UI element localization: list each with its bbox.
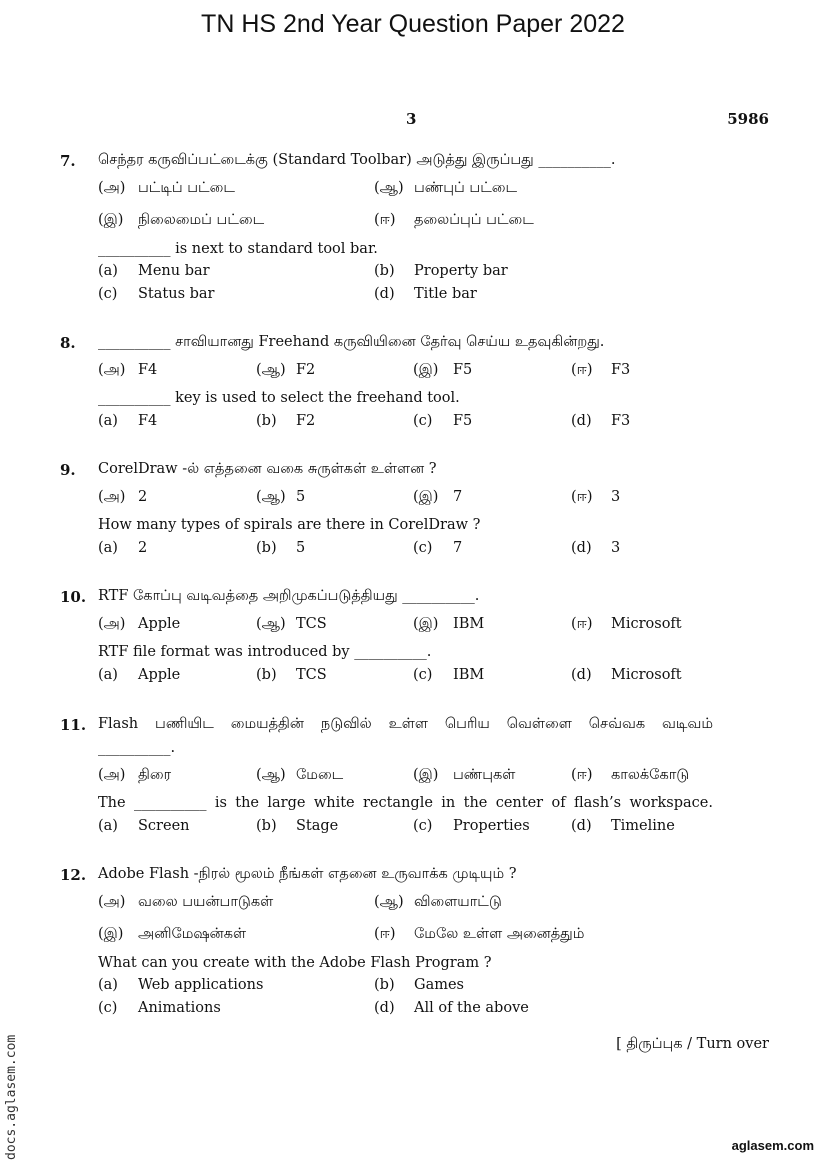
- option-ta-3: [413, 489, 462, 507]
- option-text: மேடை: [296, 767, 344, 783]
- question-text-tamil: Flash பணியிட மையத்தின் நடுவில் உள்ள பெரிய வெள்ளை செவ்வக வடிவம்: [98, 716, 713, 732]
- option-marker: (c): [98, 286, 118, 302]
- option-marker: (d): [571, 540, 592, 556]
- question-text-tamil-continued: __________.: [98, 740, 176, 756]
- option-marker: (ஆ): [374, 894, 404, 910]
- option-text: மேலே உள்ள அனைத்தும்: [414, 926, 585, 942]
- option-marker: (b): [256, 540, 277, 556]
- option-marker: (அ): [98, 180, 126, 196]
- option-marker: (ஈ): [374, 926, 396, 942]
- question-text-english: How many types of spirals are there in CorelDraw ?: [98, 517, 481, 533]
- question-number: 9.: [60, 461, 76, 479]
- option-text: F2: [296, 362, 316, 378]
- option-ta-2: [256, 767, 343, 785]
- option-text: திரை: [138, 767, 172, 783]
- option-en-a: [98, 977, 263, 993]
- paper-code: 5986: [727, 110, 769, 128]
- option-text: Properties: [453, 818, 530, 834]
- option-marker: (c): [413, 413, 433, 429]
- option-ta-3: [413, 362, 472, 380]
- option-marker: (ஈ): [571, 362, 593, 378]
- option-ta-4: [374, 926, 584, 944]
- option-text: F5: [453, 362, 473, 378]
- question-text-english: __________ is next to standard tool bar.: [98, 241, 378, 257]
- turn-over-note: [ திருப்புக / Turn over: [616, 1036, 769, 1052]
- option-en-b: [256, 667, 327, 683]
- brand-footer: aglasem.com: [731, 1138, 814, 1153]
- option-text: Apple: [138, 616, 181, 632]
- question-text-english: __________ key is used to select the freehand tool.: [98, 390, 460, 406]
- question-text-english: The __________ is the large white rectangle in the center of flash’s workspace.: [98, 795, 713, 811]
- side-watermark: docs.aglasem.com: [4, 1034, 19, 1160]
- option-marker: (ஈ): [571, 616, 593, 632]
- option-text: Menu bar: [138, 263, 210, 279]
- option-marker: (c): [413, 540, 433, 556]
- option-text: Microsoft: [611, 616, 682, 632]
- option-marker: (b): [256, 667, 277, 683]
- option-ta-1: [98, 894, 273, 912]
- option-en-b: [256, 540, 305, 556]
- question-number: 12.: [60, 866, 87, 884]
- option-marker: (ஆ): [256, 616, 286, 632]
- option-marker: (d): [571, 818, 592, 834]
- page-number: 3: [406, 110, 417, 128]
- page-title: TN HS 2nd Year Question Paper 2022: [201, 10, 625, 38]
- option-ta-3: [413, 767, 515, 785]
- option-text: Screen: [138, 818, 190, 834]
- option-text: F4: [138, 413, 158, 429]
- option-marker: (அ): [98, 362, 126, 378]
- option-text: தலைப்புப் பட்டை: [414, 212, 534, 228]
- option-en-b: [374, 977, 464, 993]
- option-text: Status bar: [138, 286, 215, 302]
- option-marker: (b): [256, 413, 277, 429]
- option-ta-1: [98, 180, 235, 198]
- option-en-a: [98, 263, 210, 279]
- option-en-d: [571, 413, 630, 429]
- option-marker: (இ): [98, 926, 124, 942]
- option-ta-1: [98, 362, 157, 380]
- question-number: 10.: [60, 588, 87, 606]
- option-text: நிலைமைப் பட்டை: [138, 212, 265, 228]
- option-marker: (அ): [98, 616, 126, 632]
- option-marker: (ஈ): [374, 212, 396, 228]
- option-ta-2: [256, 362, 315, 380]
- option-marker: (இ): [413, 767, 439, 783]
- question-text-tamil: __________ சாவியானது Freehand கருவியினை தேர்வு செய்ய உதவுகின்றது.: [98, 334, 605, 350]
- option-text: 5: [296, 540, 306, 556]
- option-en-b: [256, 818, 338, 834]
- option-text: பண்புப் பட்டை: [414, 180, 518, 196]
- option-ta-4: [571, 616, 682, 634]
- option-marker: (c): [413, 667, 433, 683]
- option-ta-2: [256, 489, 305, 507]
- option-text: Timeline: [611, 818, 675, 834]
- option-text: பட்டிப் பட்டை: [138, 180, 235, 196]
- option-text: Web applications: [138, 977, 264, 993]
- option-text: 3: [611, 540, 621, 556]
- option-marker: (a): [98, 818, 118, 834]
- option-en-d: [374, 1000, 529, 1016]
- option-text: 7: [453, 489, 463, 505]
- question-text-english: RTF file format was introduced by __________.: [98, 644, 432, 660]
- option-marker: (அ): [98, 767, 126, 783]
- option-text: Games: [414, 977, 464, 993]
- option-marker: (d): [571, 413, 592, 429]
- option-text: Title bar: [414, 286, 477, 302]
- option-en-b: [256, 413, 315, 429]
- option-marker: (c): [98, 1000, 118, 1016]
- question-text-tamil: Adobe Flash -நிரல் மூலம் நீங்கள் எதனை உருவாக்க முடியும் ?: [98, 866, 517, 882]
- question-text-tamil: RTF கோப்பு வடிவத்தை அறிமுகப்படுத்தியது __________.: [98, 588, 480, 604]
- option-text: IBM: [453, 667, 485, 683]
- option-text: Animations: [138, 1000, 221, 1016]
- option-ta-4: [571, 489, 620, 507]
- option-marker: (இ): [413, 616, 439, 632]
- option-marker: (ஈ): [571, 767, 593, 783]
- option-marker: (ஆ): [256, 489, 286, 505]
- option-text: Apple: [138, 667, 181, 683]
- option-marker: (இ): [413, 362, 439, 378]
- option-marker: (அ): [98, 489, 126, 505]
- option-marker: (இ): [413, 489, 439, 505]
- option-marker: (a): [98, 413, 118, 429]
- option-en-d: [571, 818, 675, 834]
- option-marker: (d): [571, 667, 592, 683]
- option-text: 7: [453, 540, 463, 556]
- option-marker: (d): [374, 286, 395, 302]
- option-text: அனிமேஷன்கள்: [138, 926, 247, 942]
- option-text: 3: [611, 489, 621, 505]
- option-en-a: [98, 413, 157, 429]
- option-text: 2: [138, 540, 148, 556]
- option-ta-2: [374, 180, 517, 198]
- option-ta-1: [98, 489, 147, 507]
- option-marker: (a): [98, 977, 118, 993]
- option-ta-3: [98, 926, 246, 944]
- option-text: 5: [296, 489, 306, 505]
- option-ta-2: [256, 616, 327, 634]
- option-en-c: [98, 286, 214, 302]
- option-en-c: [413, 667, 484, 683]
- option-en-c: [413, 413, 472, 429]
- option-ta-1: [98, 616, 180, 634]
- option-marker: (ஆ): [374, 180, 404, 196]
- option-marker: (அ): [98, 894, 126, 910]
- option-marker: (d): [374, 1000, 395, 1016]
- question-text-tamil: CorelDraw -ல் எத்தனை வகை சுருள்கள் உள்ளன ?: [98, 461, 437, 477]
- option-ta-3: [413, 616, 484, 634]
- option-text: Property bar: [414, 263, 508, 279]
- option-marker: (a): [98, 667, 118, 683]
- question-number: 8.: [60, 334, 76, 352]
- option-text: TCS: [296, 616, 327, 632]
- question-text-english: What can you create with the Adobe Flash Program ?: [98, 955, 492, 971]
- option-text: 2: [138, 489, 148, 505]
- option-text: F3: [611, 362, 631, 378]
- option-marker: (ஆ): [256, 767, 286, 783]
- option-text: F3: [611, 413, 631, 429]
- question-text-tamil: செந்தர கருவிப்பட்டைக்கு (Standard Toolbar) அடுத்து இருப்பது __________.: [98, 152, 616, 168]
- option-text: Stage: [296, 818, 339, 834]
- option-en-b: [374, 263, 508, 279]
- option-ta-1: [98, 767, 171, 785]
- option-text: TCS: [296, 667, 327, 683]
- option-text: பண்புகள்: [453, 767, 516, 783]
- option-text: All of the above: [414, 1000, 529, 1016]
- question-number: 7.: [60, 152, 76, 170]
- option-text: F5: [453, 413, 473, 429]
- option-marker: (ஈ): [571, 489, 593, 505]
- option-text: IBM: [453, 616, 485, 632]
- question-number: 11.: [60, 716, 87, 734]
- option-en-d: [571, 667, 682, 683]
- option-ta-3: [98, 212, 264, 230]
- option-marker: (a): [98, 540, 118, 556]
- option-en-d: [571, 540, 620, 556]
- option-marker: (ஆ): [256, 362, 286, 378]
- option-en-c: [413, 818, 530, 834]
- option-en-a: [98, 540, 147, 556]
- option-en-d: [374, 286, 477, 302]
- option-text: F2: [296, 413, 316, 429]
- option-en-c: [98, 1000, 221, 1016]
- option-en-a: [98, 818, 190, 834]
- option-ta-4: [571, 362, 630, 380]
- option-ta-2: [374, 894, 502, 912]
- option-marker: (a): [98, 263, 118, 279]
- option-marker: (c): [413, 818, 433, 834]
- option-text: Microsoft: [611, 667, 682, 683]
- option-ta-4: [374, 212, 534, 230]
- option-text: F4: [138, 362, 158, 378]
- option-text: காலக்கோடு: [611, 767, 690, 783]
- option-text: விளையாட்டு: [414, 894, 502, 910]
- option-marker: (b): [256, 818, 277, 834]
- option-en-c: [413, 540, 462, 556]
- option-marker: (இ): [98, 212, 124, 228]
- option-en-a: [98, 667, 180, 683]
- option-text: வலை பயன்பாடுகள்: [138, 894, 274, 910]
- option-marker: (b): [374, 263, 395, 279]
- option-ta-4: [571, 767, 689, 785]
- option-marker: (b): [374, 977, 395, 993]
